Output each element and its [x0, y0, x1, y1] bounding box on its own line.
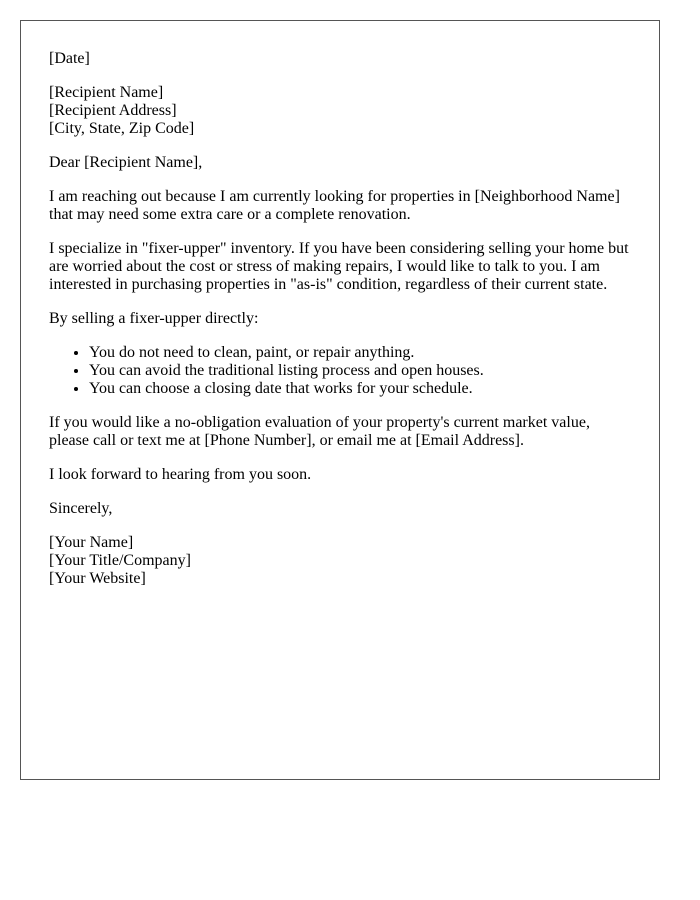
signature-block	[49, 534, 631, 588]
recipient-city-state-zip: [City, State, Zip Code]	[49, 120, 195, 137]
list-item: • You do not need to clean, paint, or repair anything.	[89, 344, 631, 362]
signature-name: [Your Name]	[49, 534, 134, 551]
recipient-block	[49, 84, 631, 138]
letter-date: [Date]	[49, 50, 90, 67]
benefits-intro: By selling a fixer-upper directly:	[49, 310, 259, 327]
specialty-paragraph: I specialize in "fixer-upper" inventory. If you have been considering selling your home but are worried about the cost or stress of making repairs, I would like to talk to you. I am interested in purchasing properties in "as-is" condition, regardless of their current state.	[49, 240, 629, 293]
closing-paragraph: I look forward to hearing from you soon.	[49, 466, 312, 483]
salutation: Dear [Recipient Name],	[49, 154, 203, 171]
signature-title-company: [Your Title/Company]	[49, 552, 191, 569]
signature-website: [Your Website]	[49, 570, 146, 587]
sign-off: Sincerely,	[49, 500, 113, 517]
list-item: • You can avoid the traditional listing process and open houses.	[89, 362, 631, 380]
benefits-list	[49, 344, 631, 398]
contact-paragraph: If you would like a no-obligation evaluation of your property's current market value, please call or text me at [Phone Number], or email me at [Email Address].	[49, 414, 590, 449]
list-item: • You can choose a closing date that works for your schedule.	[89, 380, 631, 398]
letter-page	[20, 20, 660, 780]
recipient-address: [Recipient Address]	[49, 102, 177, 119]
intro-paragraph: I am reaching out because I am currently looking for properties in [Neighborhood Name] that may need some extra care or a complete renovation.	[49, 188, 620, 223]
recipient-name: [Recipient Name]	[49, 84, 164, 101]
